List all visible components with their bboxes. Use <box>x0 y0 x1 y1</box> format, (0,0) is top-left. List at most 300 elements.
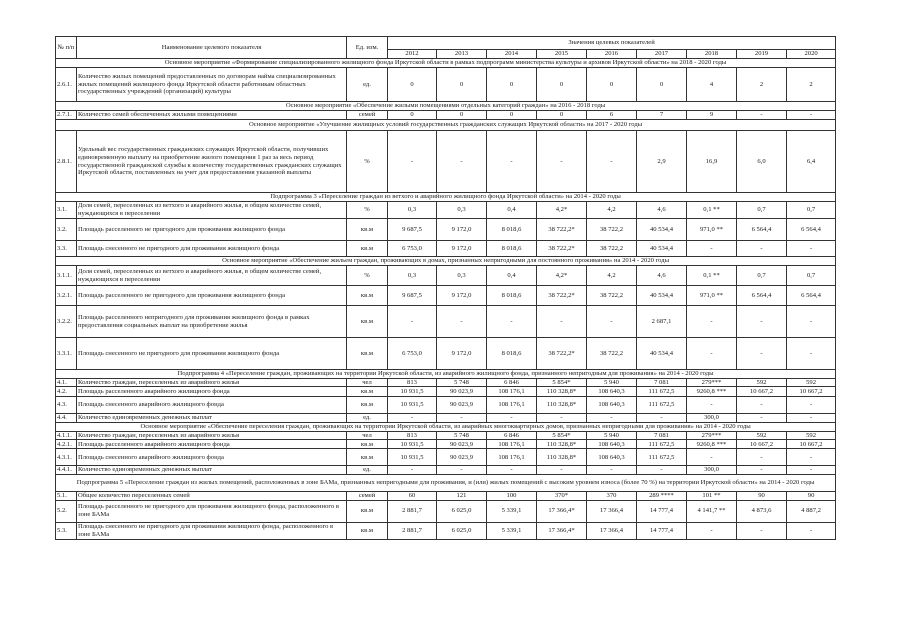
value-cell: - <box>487 131 537 193</box>
value-cell: 90 <box>787 491 836 500</box>
unit-cell: кв.м <box>347 397 388 414</box>
value-cell: 6 025,0 <box>437 522 487 539</box>
unit-cell: % <box>347 266 388 286</box>
unit-cell: % <box>347 131 388 193</box>
value-cell: - <box>787 414 836 423</box>
indicator-name: Площадь расселенного не пригодного для проживания жилищного фонда, расположенного в зоне БАМа <box>77 500 347 522</box>
value-cell: - <box>737 241 787 257</box>
value-cell: 0,1 ** <box>687 202 737 219</box>
value-cell: - <box>587 131 637 193</box>
header-num: № п/п <box>56 37 77 59</box>
value-cell: 9260,8 *** <box>687 387 737 397</box>
value-cell: 4,6 <box>637 266 687 286</box>
table-row <box>56 500 836 522</box>
value-cell: 10 931,5 <box>388 440 437 449</box>
indicator-name: Площадь расселенного не пригодного для проживания жилищного фонда <box>77 219 347 241</box>
value-cell: 7 081 <box>637 431 687 440</box>
row-number: 2.8.1. <box>56 131 77 193</box>
table-row <box>56 266 836 286</box>
value-cell: - <box>737 414 787 423</box>
value-cell: 9 172,0 <box>437 286 487 306</box>
row-number: 3.3. <box>56 241 77 257</box>
table-row <box>56 202 836 219</box>
value-cell: - <box>737 397 787 414</box>
value-cell: - <box>388 306 437 338</box>
section-row <box>56 422 836 431</box>
row-number: 4.1.1. <box>56 431 77 440</box>
value-cell: 2 881,7 <box>388 500 437 522</box>
value-cell: 8 018,6 <box>487 241 537 257</box>
row-number: 4.2.1. <box>56 440 77 449</box>
unit-cell: % <box>347 202 388 219</box>
indicator-name: Общее количество переселенных семей <box>77 491 347 500</box>
table-row <box>56 431 836 440</box>
value-cell: - <box>687 338 737 370</box>
table-row <box>56 378 836 387</box>
indicator-name: Площадь расселенного аварийного жилищного фонда <box>77 387 347 397</box>
value-cell: 813 <box>388 378 437 387</box>
value-cell: 10 667,2 <box>787 440 836 449</box>
value-cell: 4,2* <box>537 266 587 286</box>
section-row <box>56 59 836 68</box>
value-cell: 0,7 <box>737 202 787 219</box>
value-cell: - <box>687 449 737 466</box>
table-row <box>56 338 836 370</box>
section-title: Подпрограмма 4 «Переселение граждан, проживающих на территории Иркутской области, из аварийного жилищного фонда, признанного непригодным для проживания» на 2014 - 2020 годы <box>56 370 836 379</box>
value-cell: 10 931,5 <box>388 449 437 466</box>
header-name: Наименование целевого показателя <box>77 37 347 59</box>
value-cell: 0 <box>437 68 487 102</box>
row-number: 4.3. <box>56 397 77 414</box>
header-year: 2020 <box>787 50 836 59</box>
value-cell: 300,0 <box>687 466 737 475</box>
value-cell: 5 748 <box>437 378 487 387</box>
indicator-name: Количество жилых помещений предоставленных по договорам найма специализированных жилых помещений жилищного фонда Иркутской области работникам областных государственных учреждений (организаций) культуры <box>77 68 347 102</box>
value-cell: - <box>787 397 836 414</box>
indicator-name: Доля семей, переселенных из ветхого и аварийного жилья, в общем количестве семей, нуждающихся в переселении <box>77 202 347 219</box>
header-values-title: Значения целевых показателей <box>388 37 836 50</box>
value-cell: - <box>687 522 737 539</box>
table-row <box>56 68 836 102</box>
value-cell: - <box>587 414 637 423</box>
unit-cell: кв.м <box>347 286 388 306</box>
value-cell: 110 328,8* <box>537 387 587 397</box>
value-cell: 9 172,0 <box>437 241 487 257</box>
value-cell: 40 534,4 <box>637 241 687 257</box>
indicator-name: Площадь снесенного не пригодного для проживания жилищного фонда, расположенного в зоне БАМа <box>77 522 347 539</box>
value-cell: 108 640,3 <box>587 440 637 449</box>
unit-cell: кв.м <box>347 241 388 257</box>
value-cell: - <box>687 397 737 414</box>
value-cell: 90 023,9 <box>437 387 487 397</box>
table-row <box>56 449 836 466</box>
document-page <box>55 36 835 540</box>
value-cell: 10 667,2 <box>787 387 836 397</box>
table-row <box>56 491 836 500</box>
unit-cell: семей <box>347 491 388 500</box>
value-cell: 0,4 <box>487 202 537 219</box>
value-cell: 38 722,2* <box>537 338 587 370</box>
section-title: Основное мероприятие «Улучшение жилищных условий государственных гражданских служащих Иркутской области» на 2017 - 2020 годы <box>56 120 836 131</box>
value-cell: 17 366,4 <box>587 500 637 522</box>
table-header <box>56 37 836 59</box>
value-cell: 0 <box>388 111 437 120</box>
value-cell: 6 <box>587 111 637 120</box>
value-cell: 38 722,2 <box>587 219 637 241</box>
value-cell: - <box>587 466 637 475</box>
value-cell: 592 <box>737 378 787 387</box>
value-cell: - <box>737 466 787 475</box>
section-title: Основное мероприятие «Обеспечение жильем граждан, проживающих в домах, признанных непригодными для постоянного проживания» на 2014 - 2020 годы <box>56 257 836 266</box>
table-row <box>56 111 836 120</box>
value-cell: 90 023,9 <box>437 440 487 449</box>
row-number: 4.3.1. <box>56 449 77 466</box>
value-cell: 5 854* <box>537 378 587 387</box>
value-cell: - <box>737 111 787 120</box>
value-cell: - <box>437 131 487 193</box>
section-title: Основное мероприятие «Обеспечение жилыми помещениями отдельных категорий граждан» на 2016 - 2018 годы <box>56 102 836 111</box>
value-cell: 279*** <box>687 431 737 440</box>
unit-cell: ед. <box>347 466 388 475</box>
row-number: 4.4. <box>56 414 77 423</box>
value-cell: 9 172,0 <box>437 219 487 241</box>
value-cell: 2,9 <box>637 131 687 193</box>
value-cell: - <box>737 306 787 338</box>
targets-table <box>55 36 836 540</box>
value-cell: - <box>537 466 587 475</box>
value-cell: 108 640,3 <box>587 449 637 466</box>
table-row <box>56 440 836 449</box>
value-cell: 90 <box>737 491 787 500</box>
value-cell: 0,7 <box>787 202 836 219</box>
value-cell: 971,0 ** <box>687 219 737 241</box>
indicator-name: Площадь снесенного аварийного жилищного фонда <box>77 449 347 466</box>
value-cell: 6 753,0 <box>388 241 437 257</box>
unit-cell: кв.м <box>347 522 388 539</box>
row-number: 4.1. <box>56 378 77 387</box>
value-cell: 10 931,5 <box>388 387 437 397</box>
value-cell: 7 <box>637 111 687 120</box>
value-cell: 9 <box>687 111 737 120</box>
value-cell: 40 534,4 <box>637 286 687 306</box>
value-cell: 40 534,4 <box>637 219 687 241</box>
indicator-name: Площадь снесенного не пригодного для проживания жилищного фонда <box>77 241 347 257</box>
unit-cell: семей <box>347 111 388 120</box>
value-cell: 38 722,2* <box>537 219 587 241</box>
value-cell: - <box>687 306 737 338</box>
value-cell: - <box>637 466 687 475</box>
value-cell: - <box>787 466 836 475</box>
value-cell: 0,7 <box>737 266 787 286</box>
value-cell: 8 018,6 <box>487 338 537 370</box>
value-cell: 0 <box>437 111 487 120</box>
value-cell: 0,3 <box>437 266 487 286</box>
value-cell: 4,2* <box>537 202 587 219</box>
value-cell: 6 025,0 <box>437 500 487 522</box>
table-row <box>56 414 836 423</box>
value-cell: 813 <box>388 431 437 440</box>
value-cell: 9 172,0 <box>437 338 487 370</box>
value-cell: 370 <box>587 491 637 500</box>
value-cell: 6 846 <box>487 431 537 440</box>
value-cell: 108 176,1 <box>487 387 537 397</box>
value-cell: 6 564,4 <box>787 219 836 241</box>
value-cell: 6 564,4 <box>787 286 836 306</box>
table-row <box>56 219 836 241</box>
section-title: Основное мероприятие «Обеспечение переселения граждан, проживающих на территории Иркутской области, из аварийных многоквартирных домов, признанных непригодными для проживания» на 2014 - 2020 годы <box>56 422 836 431</box>
value-cell: 2 <box>737 68 787 102</box>
value-cell: 2 <box>787 68 836 102</box>
value-cell: 17 366,4 <box>587 522 637 539</box>
value-cell: - <box>687 241 737 257</box>
indicator-name: Площадь расселенного аварийного жилищного фонда <box>77 440 347 449</box>
value-cell: - <box>437 306 487 338</box>
row-number: 5.2. <box>56 500 77 522</box>
header-year: 2015 <box>537 50 587 59</box>
value-cell: 2 881,7 <box>388 522 437 539</box>
value-cell: 0 <box>388 68 437 102</box>
value-cell: - <box>388 466 437 475</box>
value-cell: 0 <box>537 111 587 120</box>
value-cell: 0,3 <box>437 202 487 219</box>
value-cell: 0,7 <box>787 266 836 286</box>
value-cell: 5 339,1 <box>487 522 537 539</box>
value-cell: 6 846 <box>487 378 537 387</box>
indicator-name: Доля семей, переселенных из ветхого и аварийного жилья, в общем количестве семей, нуждающихся в переселении <box>77 266 347 286</box>
value-cell: 40 534,4 <box>637 338 687 370</box>
row-number: 3.2.1. <box>56 286 77 306</box>
value-cell: 110 328,8* <box>537 440 587 449</box>
indicator-name: Площадь расселенного непригодного для проживания жилищного фонда в рамках предоставления социальных выплат на приобретение жилья <box>77 306 347 338</box>
unit-cell: кв.м <box>347 440 388 449</box>
value-cell: - <box>537 131 587 193</box>
section-row <box>56 120 836 131</box>
value-cell: 6 564,4 <box>737 286 787 306</box>
value-cell: 111 672,5 <box>637 449 687 466</box>
row-number: 5.1. <box>56 491 77 500</box>
value-cell: 17 366,4* <box>537 522 587 539</box>
row-number: 2.7.1. <box>56 111 77 120</box>
value-cell: 4 141,7 ** <box>687 500 737 522</box>
value-cell: 60 <box>388 491 437 500</box>
value-cell: 5 854* <box>537 431 587 440</box>
value-cell: 108 640,3 <box>587 397 637 414</box>
value-cell: 6 753,0 <box>388 338 437 370</box>
indicator-name: Площадь снесенного аварийного жилищного фонда <box>77 397 347 414</box>
value-cell: 0,4 <box>487 266 537 286</box>
table-row <box>56 522 836 539</box>
indicator-name: Площадь снесенного не пригодного для проживания жилищного фонда <box>77 338 347 370</box>
value-cell: 4 887,2 <box>787 500 836 522</box>
value-cell: 14 777,4 <box>637 500 687 522</box>
value-cell: 2 687,1 <box>637 306 687 338</box>
value-cell: 10 931,5 <box>388 397 437 414</box>
value-cell: - <box>587 306 637 338</box>
value-cell: - <box>487 466 537 475</box>
indicator-name: Количество единовременных денежных выплат <box>77 466 347 475</box>
value-cell: 5 940 <box>587 378 637 387</box>
value-cell: 16,9 <box>687 131 737 193</box>
unit-cell: кв.м <box>347 219 388 241</box>
value-cell: 100 <box>487 491 537 500</box>
value-cell: 279*** <box>687 378 737 387</box>
value-cell: 111 672,5 <box>637 387 687 397</box>
value-cell: 14 777,4 <box>637 522 687 539</box>
value-cell: 0 <box>487 68 537 102</box>
value-cell: - <box>737 338 787 370</box>
value-cell: - <box>537 414 587 423</box>
header-year: 2012 <box>388 50 437 59</box>
value-cell: 111 672,5 <box>637 440 687 449</box>
value-cell: - <box>537 306 587 338</box>
unit-cell: чел <box>347 378 388 387</box>
value-cell: - <box>737 522 787 539</box>
table-body <box>56 59 836 540</box>
header-year: 2017 <box>637 50 687 59</box>
section-title: Основное мероприятие «Формирование специализированного жилищного фонда Иркутской области в рамках подпрограмм министерства культуры и архивов Иркутской области» на 2018 - 2020 годы <box>56 59 836 68</box>
value-cell: 38 722,2* <box>537 286 587 306</box>
value-cell: 6,4 <box>787 131 836 193</box>
unit-cell: кв.м <box>347 500 388 522</box>
value-cell: 90 023,9 <box>437 449 487 466</box>
value-cell: 8 018,6 <box>487 219 537 241</box>
table-row <box>56 397 836 414</box>
value-cell: 0 <box>537 68 587 102</box>
table-row <box>56 286 836 306</box>
value-cell: 592 <box>737 431 787 440</box>
unit-cell: кв.м <box>347 449 388 466</box>
unit-cell: кв.м <box>347 306 388 338</box>
value-cell: - <box>388 131 437 193</box>
value-cell: 10 667,2 <box>737 387 787 397</box>
value-cell: 0,3 <box>388 266 437 286</box>
value-cell: 971,0 ** <box>687 286 737 306</box>
value-cell: 38 722,2 <box>587 241 637 257</box>
header-year: 2019 <box>737 50 787 59</box>
value-cell: 8 018,6 <box>487 286 537 306</box>
value-cell: 121 <box>437 491 487 500</box>
header-year: 2016 <box>587 50 637 59</box>
value-cell: - <box>437 466 487 475</box>
row-number: 3.1. <box>56 202 77 219</box>
value-cell: 4,6 <box>637 202 687 219</box>
row-number: 4.4.1. <box>56 466 77 475</box>
value-cell: 7 081 <box>637 378 687 387</box>
row-number: 3.2. <box>56 219 77 241</box>
header-year: 2013 <box>437 50 487 59</box>
value-cell: 9260,8 *** <box>687 440 737 449</box>
value-cell: - <box>787 522 836 539</box>
header-year: 2014 <box>487 50 537 59</box>
value-cell: - <box>787 449 836 466</box>
table-row <box>56 241 836 257</box>
value-cell: - <box>637 414 687 423</box>
value-cell: 6 564,4 <box>737 219 787 241</box>
value-cell: 592 <box>787 378 836 387</box>
indicator-name: Количество граждан, переселенных из аварийного жилья <box>77 378 347 387</box>
value-cell: 5 339,1 <box>487 500 537 522</box>
value-cell: 108 176,1 <box>487 449 537 466</box>
value-cell: - <box>787 241 836 257</box>
value-cell: 101 ** <box>687 491 737 500</box>
value-cell: 110 328,8* <box>537 397 587 414</box>
value-cell: 17 366,4* <box>537 500 587 522</box>
unit-cell: ед. <box>347 68 388 102</box>
section-row <box>56 370 836 379</box>
row-number: 4.2. <box>56 387 77 397</box>
value-cell: 300,0 <box>687 414 737 423</box>
value-cell: - <box>737 449 787 466</box>
value-cell: 90 023,9 <box>437 397 487 414</box>
section-title: Подпрограмма 5 «Переселение граждан из жилых помещений, расположенных в зоне БАМа, признанных непригодными для проживания, и (или) жилых помещений с высоким уровнем износа (более 70 %) на территории Иркутской области» на 2014 - 2020 годы <box>56 474 836 491</box>
row-number: 3.1.1. <box>56 266 77 286</box>
value-cell: 108 640,3 <box>587 387 637 397</box>
value-cell: 0,1 ** <box>687 266 737 286</box>
header-unit: Ед. изм. <box>347 37 388 59</box>
table-row <box>56 306 836 338</box>
value-cell: 4 <box>687 68 737 102</box>
indicator-name: Количество граждан, переселенных из аварийного жилья <box>77 431 347 440</box>
value-cell: 289 **** <box>637 491 687 500</box>
value-cell: 0,3 <box>388 202 437 219</box>
row-number: 5.3. <box>56 522 77 539</box>
row-number: 3.2.2. <box>56 306 77 338</box>
value-cell: 38 722,2 <box>587 338 637 370</box>
unit-cell: кв.м <box>347 338 388 370</box>
value-cell: 4 873,6 <box>737 500 787 522</box>
value-cell: 6,0 <box>737 131 787 193</box>
value-cell: 4,2 <box>587 202 637 219</box>
value-cell: - <box>787 111 836 120</box>
unit-cell: ед. <box>347 414 388 423</box>
unit-cell: чел <box>347 431 388 440</box>
value-cell: 108 176,1 <box>487 440 537 449</box>
value-cell: 4,2 <box>587 266 637 286</box>
value-cell: 9 687,5 <box>388 219 437 241</box>
value-cell: - <box>787 338 836 370</box>
unit-cell: кв.м <box>347 387 388 397</box>
value-cell: 0 <box>587 68 637 102</box>
indicator-name: Количество единовременных денежных выплат <box>77 414 347 423</box>
value-cell: 38 722,2 <box>587 286 637 306</box>
section-row <box>56 257 836 266</box>
section-title: Подпрограмма 3 «Переселение граждан из ветхого и аварийного жилищного фонда Иркутской области» на 2014 - 2020 годы <box>56 193 836 202</box>
section-row <box>56 102 836 111</box>
value-cell: - <box>388 414 437 423</box>
table-row <box>56 131 836 193</box>
value-cell: 10 667,2 <box>737 440 787 449</box>
value-cell: 0 <box>487 111 537 120</box>
value-cell: 0 <box>637 68 687 102</box>
table-row <box>56 466 836 475</box>
indicator-name: Удельный вес государственных гражданских служащих Иркутской области, получивших единовременную выплату на приобретение жилого помещения 1 раз за весь период государственной гражданской службы к количеству государственных гражданских служащих Иркутской области, поставленных на учет для предоставления указанной выплаты <box>77 131 347 193</box>
section-row <box>56 474 836 491</box>
value-cell: 370* <box>537 491 587 500</box>
value-cell: - <box>487 306 537 338</box>
value-cell: 5 940 <box>587 431 637 440</box>
value-cell: - <box>487 414 537 423</box>
header-year: 2018 <box>687 50 737 59</box>
row-number: 2.6.1. <box>56 68 77 102</box>
indicator-name: Площадь расселенного не пригодного для проживания жилищного фонда <box>77 286 347 306</box>
value-cell: 592 <box>787 431 836 440</box>
value-cell: - <box>437 414 487 423</box>
value-cell: 111 672,5 <box>637 397 687 414</box>
section-row <box>56 193 836 202</box>
value-cell: 110 328,8* <box>537 449 587 466</box>
table-row <box>56 387 836 397</box>
value-cell: 108 176,1 <box>487 397 537 414</box>
